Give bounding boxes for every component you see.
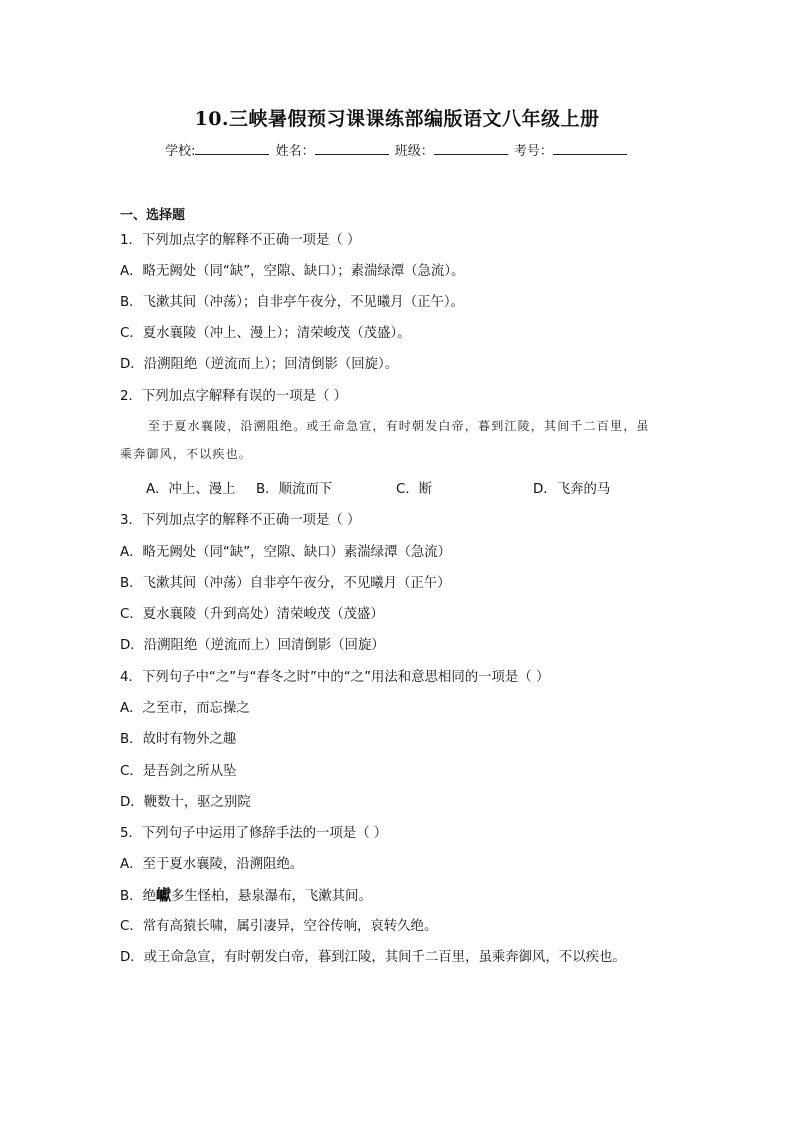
q2-option-a: A．冲上、漫上 xyxy=(146,482,236,497)
q2-passage-line1: 至于夏水襄陵，沿溯阻绝。或王命急宣，有时朝发白帝，暮到江陵，其间千二百里，虽 xyxy=(148,419,650,433)
q1-option-d: D．沿溯阻绝（逆流而上）；回清倒影（回旋）。 xyxy=(120,357,399,372)
class-blank[interactable] xyxy=(434,142,508,155)
school-label: 学校: xyxy=(165,144,196,159)
page-title: 10.三峡暑假预习课课练部编版语文八年级上册 xyxy=(194,108,600,130)
exam-number-blank[interactable] xyxy=(553,142,627,155)
q5-option-b-start: B．绝 xyxy=(120,889,156,904)
q2-option-d: D．飞奔的马 xyxy=(533,482,611,497)
student-info-line xyxy=(0,140,794,159)
q5-option-b-bold-char: 巘 xyxy=(155,886,171,904)
name-label: 姓名： xyxy=(275,144,315,159)
q3-option-a: A．略无阙处（同“缺”，空隙、缺口）素湍绿潭（急流） xyxy=(120,545,452,560)
q4-option-b: B．故时有物外之趣 xyxy=(120,732,237,747)
q5-option-b xyxy=(120,884,372,905)
q5-option-b-rest: 多生怪柏，悬泉瀑布，飞漱其间。 xyxy=(170,889,372,904)
q3-option-d: D．沿溯阻绝（逆流而上）回清倒影（回旋） xyxy=(120,638,385,653)
q2-option-b: B．顺流而下 xyxy=(256,482,333,497)
q5-option-d: D．或王命急宣，有时朝发白帝，暮到江陵，其间千二百里，虽乘奔御风，不以疾也。 xyxy=(120,950,626,965)
q1-option-b: B．飞漱其间（冲荡）；自非亭午夜分，不见曦月（正午）。 xyxy=(120,295,464,310)
q1-option-a: A．略无阙处（同“缺”，空隙、缺口）；素湍绿潭（急流）。 xyxy=(120,264,465,279)
q1-stem: 1．下列加点字的解释不正确一项是（ ） xyxy=(120,233,361,248)
q5-option-c: C．常有高猿长啸，属引凄异，空谷传响，哀转久绝。 xyxy=(120,919,438,934)
q4-option-a: A．之至市，而忘操之 xyxy=(120,701,250,716)
q4-option-c: C．是吾剑之所从坠 xyxy=(120,764,237,779)
q3-stem: 3．下列加点字的解释不正确一项是（ ） xyxy=(120,513,361,528)
q1-option-c: C．夏水襄陵（冲上、漫上）；清荣峻茂（茂盛）。 xyxy=(120,326,411,341)
name-blank[interactable] xyxy=(315,142,389,155)
section-title: 一、选择题 xyxy=(120,208,186,223)
q3-option-b: B．飞漱其间（冲荡）自非亭午夜分，不见曦月（正午） xyxy=(120,576,451,591)
q4-stem: 4．下列句子中“之”与“春冬之时”中的“之”用法和意思相同的一项是（ ） xyxy=(120,670,550,685)
class-label: 班级： xyxy=(394,144,434,159)
q2-option-c: C．断 xyxy=(396,482,433,497)
q5-option-a: A．至于夏水襄陵，沿溯阻绝。 xyxy=(120,857,304,872)
q2-stem: 2．下列加点字解释有误的一项是（ ） xyxy=(120,389,348,404)
q5-stem: 5．下列句子中运用了修辞手法的一项是（ ） xyxy=(120,826,388,841)
exam-number-label: 考号： xyxy=(513,144,553,159)
q2-passage-line2: 乘奔御风，不以疾也。 xyxy=(120,447,253,461)
q3-option-c: C．夏水襄陵（升到高处）清荣峻茂（茂盛） xyxy=(120,607,384,622)
q4-option-d: D．鞭数十，驱之别院 xyxy=(120,795,251,810)
school-blank[interactable] xyxy=(195,142,269,155)
